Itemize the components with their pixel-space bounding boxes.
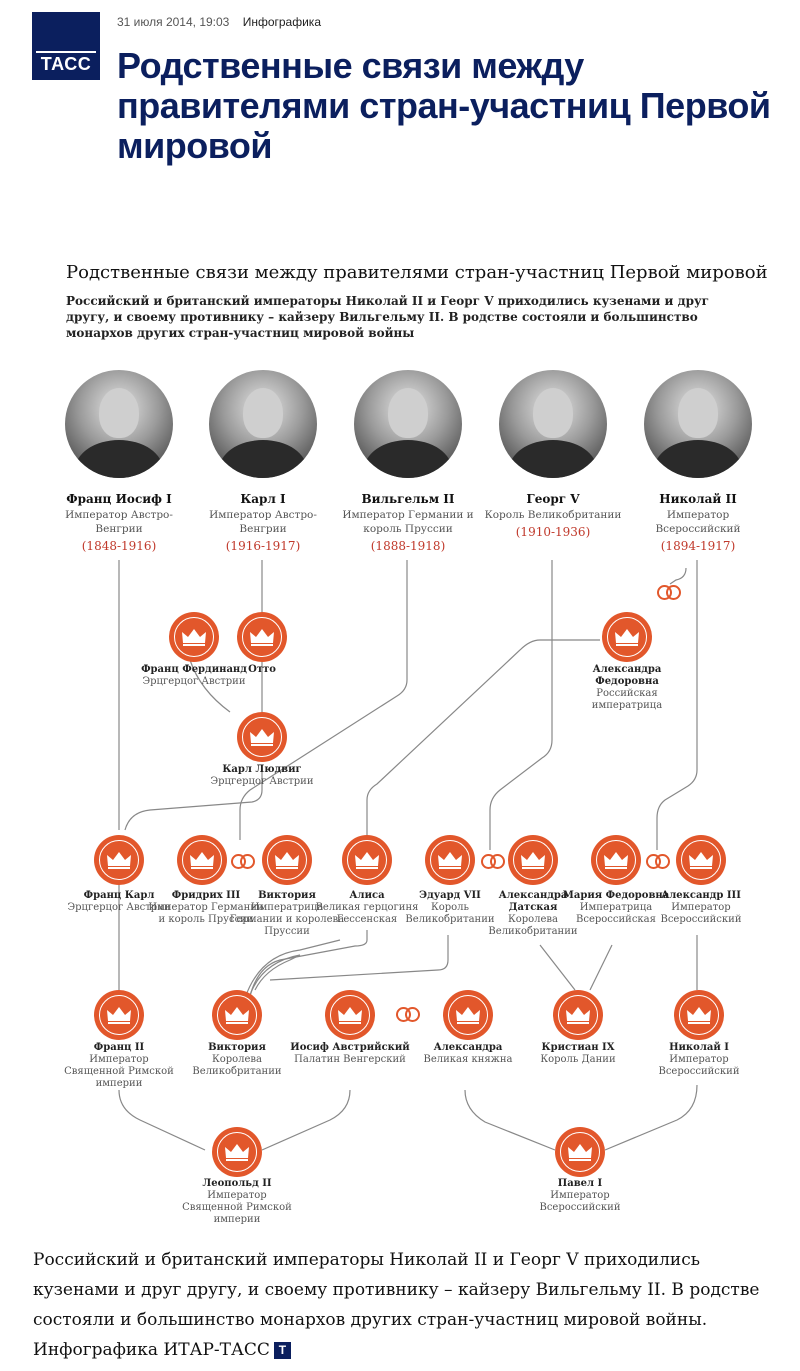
node-title: Император Священной Римской империи: [64, 1054, 174, 1089]
ruler-name: Карл I: [240, 492, 286, 506]
crown-icon: [591, 835, 641, 885]
node-title: Эрцгерцог Австрии: [142, 676, 246, 687]
node-title: Эрцгерцог Австрии: [67, 902, 171, 913]
node-title: Королева Великобритании: [192, 1054, 282, 1077]
crown-icon: [212, 1127, 262, 1177]
crown-icon: [674, 990, 724, 1040]
crown-icon: [443, 990, 493, 1040]
node-name: Франц Карл: [83, 890, 155, 901]
node-name: Павел I: [557, 1178, 603, 1189]
article-date: 31 июля 2014, 19:03: [117, 15, 230, 29]
marriage-rings-icon: [231, 854, 257, 870]
crown-icon: [602, 612, 652, 662]
node-name: Кристиан IX: [541, 1042, 615, 1053]
node-title: Император Германии и король Пруссии: [148, 902, 264, 925]
node-title: Император Священной Римской империи: [182, 1190, 292, 1225]
node-name: Фридрих III: [171, 890, 241, 901]
crown-icon: [94, 990, 144, 1040]
line-georg: [490, 560, 552, 850]
node-name: Иосиф Австрийский: [290, 1042, 410, 1053]
ruler-portrait-karl: [209, 370, 317, 478]
page-title: Родственные связи между правителями стран-участниц Первой мировой: [117, 45, 771, 166]
node-title: Королева Великобритании: [488, 914, 578, 937]
tass-badge-icon[interactable]: T: [274, 1342, 291, 1359]
node-title: Великая герцогиня Гессенская: [315, 902, 419, 925]
ruler-title: Король Великобритании: [484, 509, 622, 521]
ruler-portrait-franz-joseph: [65, 370, 173, 478]
crown-icon: [425, 835, 475, 885]
node-name: Александра Датская: [498, 890, 568, 913]
ruler-franz-joseph: [44, 492, 194, 553]
node-title: Император Всероссийский: [539, 1190, 621, 1213]
node-name: Алиса: [349, 890, 385, 901]
node-name: Мария Федоровна: [562, 890, 670, 901]
family-node: [641, 890, 761, 926]
crown-icon: [553, 990, 603, 1040]
ruler-george: [478, 492, 628, 539]
ruler-name: Вильгельм II: [361, 492, 455, 506]
node-name: Николай I: [669, 1042, 729, 1053]
crown-icon: [342, 835, 392, 885]
line-alice: [367, 640, 600, 835]
family-node: [518, 1042, 638, 1066]
node-title: Императрица Всероссийская: [576, 902, 656, 925]
article-category[interactable]: Инфографика: [242, 15, 321, 29]
node-name: Виктория: [258, 890, 316, 901]
crown-icon: [237, 712, 287, 762]
node-name: Леопольд II: [202, 1178, 272, 1189]
crown-icon: [177, 835, 227, 885]
crown-icon: [325, 990, 375, 1040]
marriage-rings-icon: [396, 1007, 422, 1023]
crown-icon: [262, 835, 312, 885]
node-name: Александра: [433, 1042, 503, 1053]
node-name: Карл Людвиг: [222, 764, 302, 775]
crown-icon: [169, 612, 219, 662]
ruler-title: Император Австро-Венгрии: [209, 509, 317, 535]
family-node: [290, 1042, 410, 1066]
ruler-name: Николай II: [659, 492, 737, 506]
node-title: Эрцгерцог Австрии: [210, 776, 314, 787]
node-name: Отто: [248, 664, 276, 675]
node-name: Александр III: [661, 890, 741, 901]
family-node: [202, 764, 322, 788]
ruler-years: (1916-1917): [225, 539, 301, 553]
marriage-rings-icon: [657, 585, 683, 601]
photo-caption: [33, 1245, 773, 1365]
node-title: Король Великобритании: [405, 902, 495, 925]
ruler-portrait-nicholas: [644, 370, 752, 478]
infographic-subtitle: Российский и британский императоры Николай II и Георг V приходились кузенами и друг другу, и своему противнику – кайзеру Вильгельму II. В родстве состояли и большинство монархов других стран-участниц мировой войны: [66, 294, 710, 340]
family-node: [202, 664, 322, 676]
marriage-rings-icon: [481, 854, 507, 870]
marriage-rings-icon: [646, 854, 672, 870]
family-node: [639, 1042, 759, 1078]
node-title: Палатин Венгерский: [294, 1054, 406, 1065]
ruler-karl: [188, 492, 338, 553]
infographic-title: Родственные связи между правителями стран-участниц Первой мировой: [66, 262, 768, 283]
family-node: [408, 1042, 528, 1066]
node-title: Великая княжна: [423, 1054, 513, 1065]
node-title: Император Всероссийский: [660, 902, 742, 925]
crown-icon: [237, 612, 287, 662]
node-name: Франц II: [93, 1042, 145, 1053]
node-name: Александра Федоровна: [592, 664, 662, 687]
ruler-years: (1910-1936): [515, 525, 591, 539]
family-node: [520, 1178, 640, 1214]
family-node: [177, 1042, 297, 1078]
ruler-title: Император Австро-Венгрии: [65, 509, 173, 535]
node-title: Император Всероссийский: [658, 1054, 740, 1077]
ruler-name: Георг V: [526, 492, 580, 506]
node-name: Виктория: [208, 1042, 266, 1053]
ruler-name: Франц Иосиф I: [66, 492, 172, 506]
ruler-years: (1894-1917): [660, 539, 736, 553]
ruler-nicholas: [623, 492, 773, 553]
node-title: Императрица Германии и королева Пруссии: [229, 902, 345, 937]
line-wilhelm: [240, 560, 407, 840]
family-node: [177, 1178, 297, 1226]
ruler-portrait-wilhelm: [354, 370, 462, 478]
crown-icon: [676, 835, 726, 885]
node-title: Российская императрица: [591, 688, 663, 711]
crown-icon: [555, 1127, 605, 1177]
logo-text: ТАСС: [40, 54, 92, 74]
ruler-wilhelm: [333, 492, 483, 553]
ruler-years: (1848-1916): [81, 539, 157, 553]
caption-text: Российский и британский императоры Николай II и Георг V приходились кузенами и друг другу, и своему противнику – кайзеру Вильгельму II. В родстве состояли и большинство монархов других стран-участниц мировой войны. Инфографика ИТАР-ТАСС: [33, 1250, 760, 1360]
family-node: [567, 664, 687, 712]
crown-icon: [94, 835, 144, 885]
ruler-title: Император Всероссийский: [655, 509, 741, 535]
ruler-years: (1888-1918): [370, 539, 446, 553]
crown-icon: [508, 835, 558, 885]
ruler-portrait-george: [499, 370, 607, 478]
node-title: Король Дании: [540, 1054, 616, 1065]
ruler-title: Император Германии и король Пруссии: [342, 509, 474, 535]
crown-icon: [212, 990, 262, 1040]
node-name: Эдуард VII: [419, 890, 481, 901]
node-name: Франц Фердинанд: [141, 664, 247, 675]
family-node: [59, 1042, 179, 1090]
